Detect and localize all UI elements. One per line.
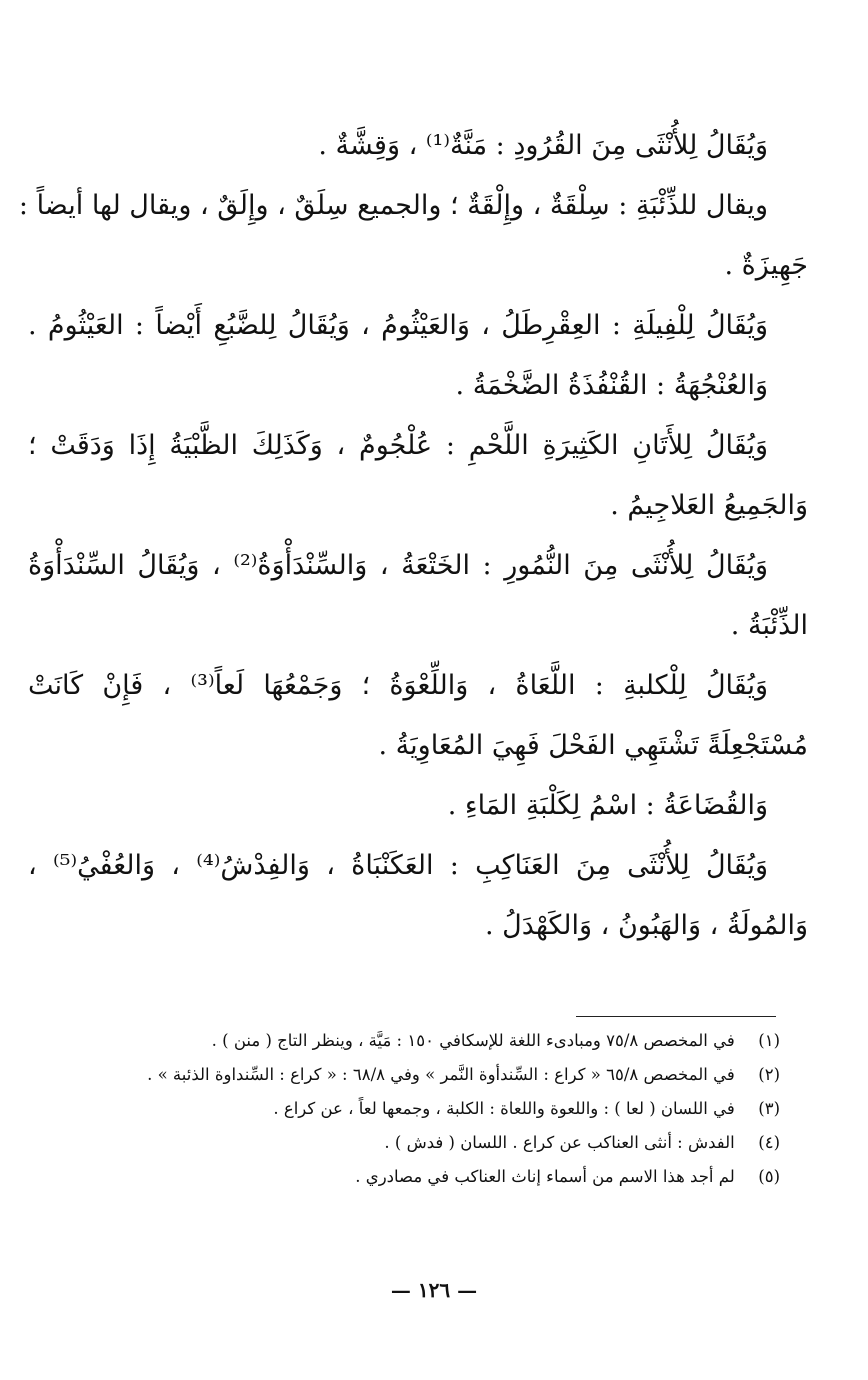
footnote-text: في المخصص ٦٥/٨ « كراع : السِّندأوة النَّمر » وفي ٦٨/٨ : « كراع : السِّنداوة الذئبة » . (147, 1065, 735, 1084)
text-line: وَالجَمِيعُ العَلاجِيمُ . (610, 490, 808, 521)
footnote-number: (٤) (758, 1133, 780, 1152)
text-line: مُسْتَجْعِلَةً تَشْتَهِي الفَحْلَ فَهِيَ المُعَاوِيَةُ . (378, 730, 808, 761)
footnotes (28, 1024, 780, 1194)
footnote-number: (٣) (758, 1099, 780, 1118)
text-line: وَالمُولَةُ ، وَالهَبُونُ ، وَالكَهْدَلُ . (485, 910, 808, 941)
footnote-separator (576, 1016, 776, 1017)
footnote (28, 1126, 780, 1160)
text-line: الذِّئْبَةُ . (730, 610, 808, 641)
footnote (28, 1092, 780, 1126)
footnote-number: (٢) (758, 1065, 780, 1084)
footnote-number: (١) (758, 1031, 780, 1050)
text-line: وَيُقَالُ لِلأُنْثَى مِنَ النُّمُورِ : الخَتْعَةُ ، وَالسِّنْدَأْوَةُ⁽²⁾ ، وَيُقَالُ السِّنْدَأْوَةُ (28, 550, 769, 581)
text-line: وَيُقَالُ لِلْكلبةِ : اللَّعَاةُ ، وَاللِّعْوَةُ ؛ وَجَمْعُهَا لَعاً⁽³⁾ ، فَإِنْ كَانَتْ (28, 670, 768, 701)
footnote (28, 1160, 780, 1194)
footnote-text: الفدش : أنثى العناكب عن كراع . اللسان ( فدش ) . (384, 1133, 735, 1152)
text-line: وَيُقَالُ لِلأُنْثَى مِنَ القُرُودِ : مَنَّةٌ⁽¹⁾ ، وَقِشَّةٌ . (318, 130, 768, 161)
main-text (18, 116, 808, 956)
text-line: وَالعُنْجُهَةُ : القُنْفُذَةُ الضَّخْمَةُ . (455, 370, 768, 401)
footnote (28, 1024, 780, 1058)
footnote (28, 1058, 780, 1092)
footnote-number: (٥) (758, 1167, 780, 1186)
text-line: وَيُقَالُ لِلأُنْثَى مِنَ العَنَاكِبِ : العَكَنْبَاةُ ، وَالفِدْشُ⁽⁴⁾ ، وَالعُفْيُ⁽⁵⁾ ، (28, 850, 768, 881)
page-number: — ١٢٦ — (390, 1278, 478, 1302)
text-line: جَهِيزَةٌ . (724, 250, 808, 281)
footnote-text: لم أجد هذا الاسم من أسماء إناث العناكب في مصادري . (355, 1167, 735, 1186)
text-line: وَيُقَالُ لِلأَتَانِ الكَثِيرَةِ اللَّحْمِ : عُلْجُومٌ ، وَكَذَلِكَ الظَّبْيَةُ إِذَا وَدَقَتْ ؛ (28, 430, 768, 461)
footnote-text: في المخصص ٧٥/٨ ومبادىء اللغة للإسكافي ١٥٠ : مَيَّة ، وينظر التاج ( منن ) . (211, 1031, 735, 1050)
footnote-text: في اللسان ( لعا ) : واللعوة واللعاة : الكلبة ، وجمعها لعاً ، عن كراع . (273, 1099, 735, 1118)
text-line: ويقال للذِّئْبَةِ : سِلْقَةٌ ، وإِلْقَةٌ ؛ والجميع سِلَقٌ ، وإِلَقٌ ، ويقال لها أيضاً : (18, 190, 768, 221)
text-line: وَيُقَالُ لِلْفِيلَةِ : العِقْرِطَلُ ، وَالعَيْثُومُ ، وَيُقَالُ لِلضَّبُعِ أَيْضاً : العَيْثُومُ . (28, 310, 768, 341)
text-line: وَالقُضَاعَةُ : اسْمُ لِكَلْبَةِ المَاءِ . (447, 790, 768, 821)
